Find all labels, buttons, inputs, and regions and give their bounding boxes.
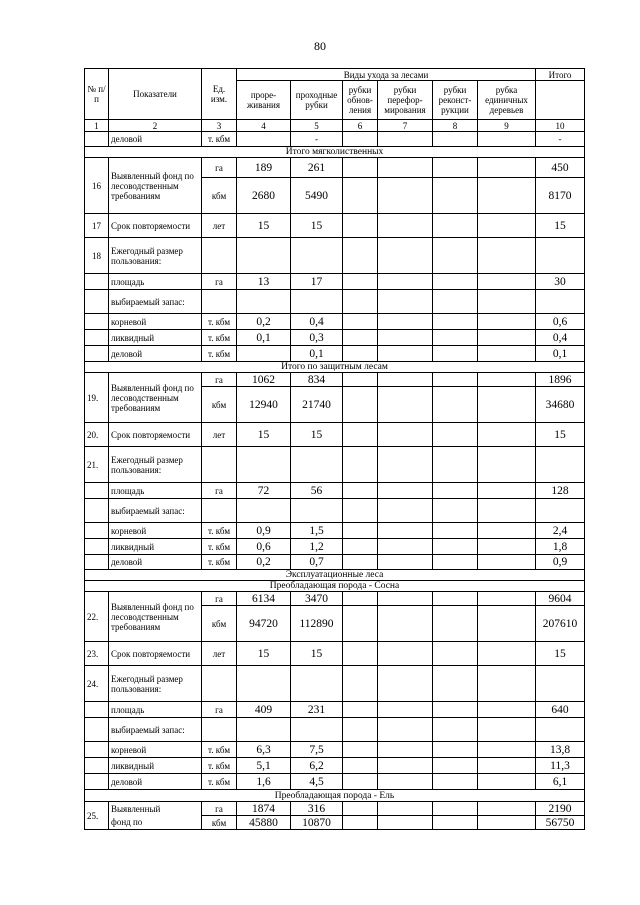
cell-total: 0,1 [536, 346, 585, 362]
row-num: 25. [85, 802, 109, 830]
header-unit: Ед. изм. [202, 69, 237, 120]
row-label: выбираемый запас: [109, 718, 202, 742]
row-unit: га [202, 158, 237, 178]
cell-value: 189 [237, 158, 291, 178]
cell-value: 2680 [237, 178, 291, 214]
colnum: 9 [478, 120, 536, 132]
cell-value: 15 [291, 214, 343, 238]
row-label: Ежегодный размер пользования: [109, 447, 202, 483]
cell-total: 15 [536, 642, 585, 666]
header-type: рубки реконст-рукции [433, 81, 478, 120]
cell-value: 0,4 [291, 314, 343, 330]
cell-value: - [291, 132, 343, 147]
cell-value: 6,2 [291, 758, 343, 774]
cell-value: 3470 [291, 592, 343, 606]
colnum: 3 [202, 120, 237, 132]
header-types-group: Виды ухода за лесами [237, 69, 536, 81]
row-num: 17 [85, 214, 109, 238]
cell-value: 94720 [237, 606, 291, 642]
row-num: 18 [85, 238, 109, 274]
cell-value: 834 [291, 373, 343, 387]
row-label: Срок повторяемости [109, 214, 202, 238]
cell-value: 1874 [237, 802, 291, 816]
cell-value: 15 [237, 423, 291, 447]
cell-total: 30 [536, 274, 585, 290]
cell-value: 7,5 [291, 742, 343, 758]
colnum: 10 [536, 120, 585, 132]
row-unit: лет [202, 423, 237, 447]
header-type: рубки обнов-ления [343, 81, 378, 120]
cell-value: 0,1 [237, 330, 291, 346]
header-type: рубка единичных деревьев [478, 81, 536, 120]
header-type: проходные рубки [291, 81, 343, 120]
row-label: корневой [109, 523, 202, 539]
colnum: 2 [109, 120, 202, 132]
row-num: 16 [85, 158, 109, 214]
row-unit: т. кбм [202, 523, 237, 539]
section-subtitle: Преобладающая порода - Ель [85, 790, 585, 802]
section-title: Итого по защитным лесам [85, 362, 585, 373]
row-unit: кбм [202, 387, 237, 423]
header-type: рубки перефор-мирования [378, 81, 433, 120]
section-subtitle: Преобладающая порода - Сосна [85, 581, 585, 592]
row-label: Выявленный [109, 802, 202, 816]
cell-total: 15 [536, 423, 585, 447]
row-unit: лет [202, 642, 237, 666]
cell-value: 10870 [291, 816, 343, 830]
cell-total: 15 [536, 214, 585, 238]
row-unit: га [202, 373, 237, 387]
cell-total: 13,8 [536, 742, 585, 758]
row-unit: т. кбм [202, 742, 237, 758]
row-label: деловой [109, 132, 202, 147]
cell-value: 1,6 [237, 774, 291, 790]
cell-value: 0,2 [237, 555, 291, 570]
cell-value: 0,3 [291, 330, 343, 346]
row-label: выбираемый запас: [109, 290, 202, 314]
cell-total: 128 [536, 483, 585, 499]
cell-value: 0,6 [237, 539, 291, 555]
header-num: № п/п [85, 69, 109, 120]
row-label: Ежегодный размер пользования: [109, 238, 202, 274]
colnum: 1 [85, 120, 109, 132]
cell-value: 0,1 [291, 346, 343, 362]
row-label: фонд по [109, 816, 202, 830]
header-total-blank [536, 81, 585, 120]
row-label: площадь [109, 483, 202, 499]
row-unit: т. кбм [202, 132, 237, 147]
cell-total: 0,9 [536, 555, 585, 570]
cell-value: 6134 [237, 592, 291, 606]
cell-total: 34680 [536, 387, 585, 423]
cell-value: 15 [291, 642, 343, 666]
row-unit: т. кбм [202, 758, 237, 774]
cell-value: 15 [237, 214, 291, 238]
row-unit: лет [202, 214, 237, 238]
row-label: ликвидный [109, 330, 202, 346]
row-label: Срок повторяемости [109, 423, 202, 447]
colnum: 7 [378, 120, 433, 132]
row-label: деловой [109, 346, 202, 362]
row-unit: га [202, 592, 237, 606]
row-unit: кбм [202, 178, 237, 214]
row-label: выбираемый запас: [109, 499, 202, 523]
section-title: Итого мягколиственных [85, 147, 585, 158]
row-num: 19. [85, 373, 109, 423]
cell-total: - [536, 132, 585, 147]
colnum: 4 [237, 120, 291, 132]
row-label: деловой [109, 555, 202, 570]
row-unit: га [202, 274, 237, 290]
section-title: Эксплуатационные леса [85, 570, 585, 581]
row-num: 22. [85, 592, 109, 642]
row-label: деловой [109, 774, 202, 790]
row-unit: т. кбм [202, 539, 237, 555]
colnum: 8 [433, 120, 478, 132]
row-unit: т. кбм [202, 330, 237, 346]
cell-value: 5490 [291, 178, 343, 214]
cell-value: 1,2 [291, 539, 343, 555]
row-unit: т. кбм [202, 555, 237, 570]
cell-value: 13 [237, 274, 291, 290]
cell-value: 17 [291, 274, 343, 290]
page-number: 80 [314, 39, 326, 53]
row-label: площадь [109, 274, 202, 290]
row-unit: кбм [202, 816, 237, 830]
row-unit: т. кбм [202, 346, 237, 362]
cell-value: 409 [237, 702, 291, 718]
cell-value: 261 [291, 158, 343, 178]
cell-value: 316 [291, 802, 343, 816]
cell-total: 0,6 [536, 314, 585, 330]
cell-total: 56750 [536, 816, 585, 830]
colnum: 6 [343, 120, 378, 132]
cell-value: 56 [291, 483, 343, 499]
header-total: Итого [536, 69, 585, 81]
cell-total: 8170 [536, 178, 585, 214]
row-unit: га [202, 802, 237, 816]
row-unit: т. кбм [202, 314, 237, 330]
header-type: проре-живания [237, 81, 291, 120]
row-label: Ежегодный размер пользования: [109, 666, 202, 702]
cell-value: 5,1 [237, 758, 291, 774]
cell-value: 4,5 [291, 774, 343, 790]
row-label: Выявленный фонд по лесоводственным требованиям [109, 373, 202, 423]
row-label: Выявленный фонд по лесоводственным требованиям [109, 592, 202, 642]
row-label: Срок повторяемости [109, 642, 202, 666]
cell-total: 207610 [536, 606, 585, 642]
cell-value: 0,9 [237, 523, 291, 539]
cell-value: 45880 [237, 816, 291, 830]
forest-care-table [84, 68, 585, 830]
colnum: 5 [291, 120, 343, 132]
cell-total: 6,1 [536, 774, 585, 790]
row-label: Выявленный фонд по лесоводственным требованиям [109, 158, 202, 214]
cell-value: 12940 [237, 387, 291, 423]
cell-total: 2190 [536, 802, 585, 816]
cell-total: 1,8 [536, 539, 585, 555]
row-num: 21. [85, 447, 109, 483]
cell-value: 231 [291, 702, 343, 718]
cell-total: 9604 [536, 592, 585, 606]
row-unit: га [202, 483, 237, 499]
row-label: ликвидный [109, 758, 202, 774]
row-label: ликвидный [109, 539, 202, 555]
cell-total: 2,4 [536, 523, 585, 539]
cell-value: 0,7 [291, 555, 343, 570]
cell-total: 640 [536, 702, 585, 718]
cell-total: 11,3 [536, 758, 585, 774]
row-label: корневой [109, 314, 202, 330]
cell-value: 6,3 [237, 742, 291, 758]
header-indicators: Показатели [109, 69, 202, 120]
row-unit: кбм [202, 606, 237, 642]
row-label: корневой [109, 742, 202, 758]
cell-total: 1896 [536, 373, 585, 387]
cell-value: 1,5 [291, 523, 343, 539]
row-num: 20. [85, 423, 109, 447]
cell-value: 112890 [291, 606, 343, 642]
cell-total: 0,4 [536, 330, 585, 346]
cell-value: 21740 [291, 387, 343, 423]
row-num: 23. [85, 642, 109, 666]
cell-value: 1062 [237, 373, 291, 387]
row-unit: га [202, 702, 237, 718]
row-num: 24. [85, 666, 109, 702]
cell-value: 0,2 [237, 314, 291, 330]
cell-value: 72 [237, 483, 291, 499]
row-label: площадь [109, 702, 202, 718]
cell-value: 15 [291, 423, 343, 447]
row-unit: т. кбм [202, 774, 237, 790]
cell-total: 450 [536, 158, 585, 178]
cell-value: 15 [237, 642, 291, 666]
